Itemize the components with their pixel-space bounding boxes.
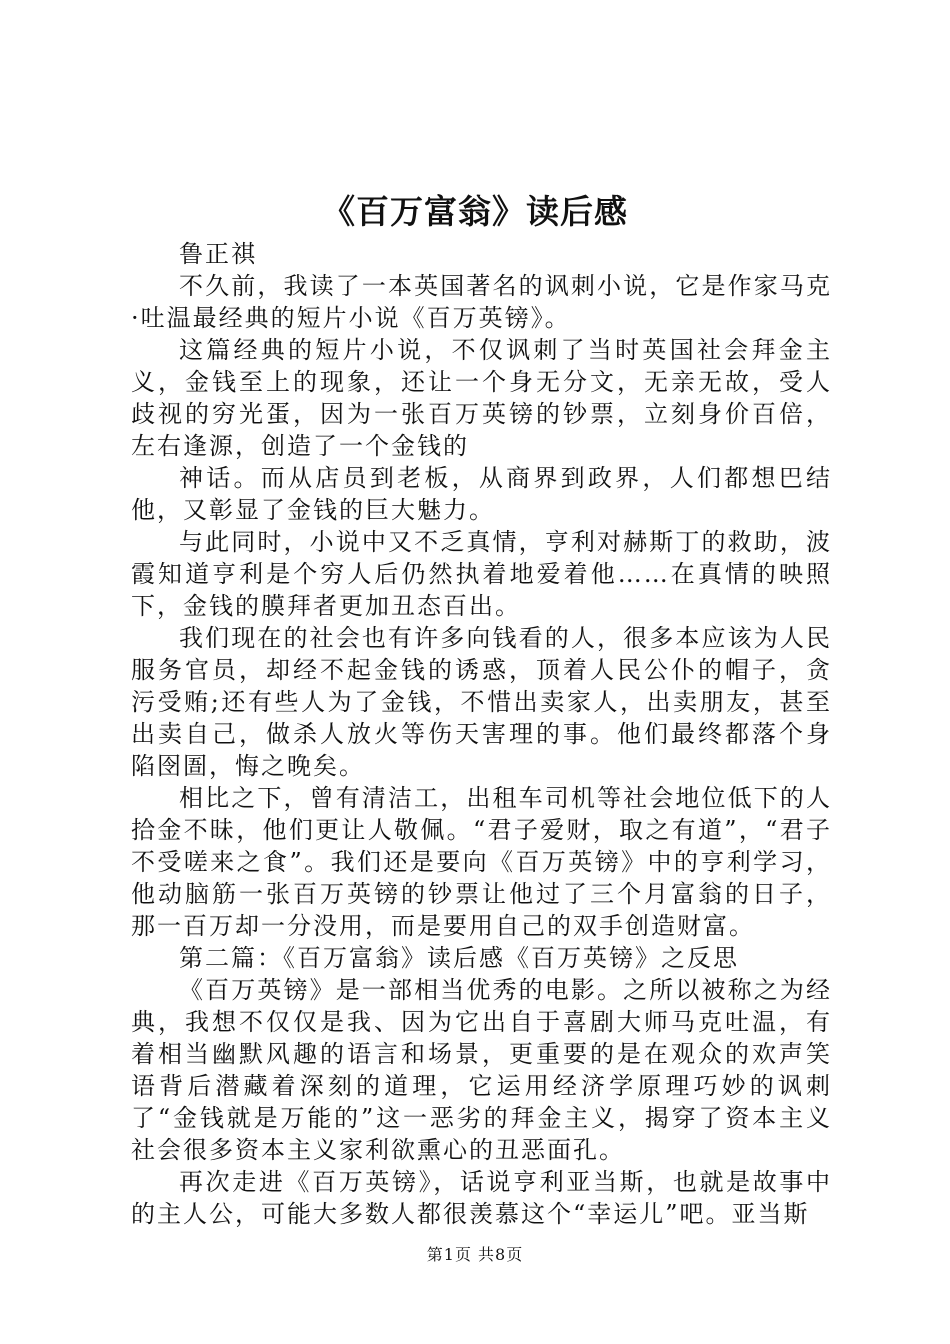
paragraph: 神话。而从店员到老板，从商界到政界，人们都想巴结他，又彰显了金钱的巨大魅力。 — [131, 464, 832, 524]
paragraph: 再次走进《百万英镑》，话说亨利亚当斯，也就是故事中的主人公，可能大多数人都很羡慕这个“幸运儿”吧。亚当斯 — [131, 1168, 832, 1228]
page-number: 第1页 共8页 — [426, 1245, 524, 1264]
paragraph: 这篇经典的短片小说，不仅讽刺了当时英国社会拜金主义，金钱至上的现象，还让一个身无分文，无亲无故，受人歧视的穷光蛋，因为一张百万英镑的钞票，立刻身价百倍，左右逢源，创造了一个金钱的 — [131, 336, 832, 460]
paragraph: 《百万英镑》是一部相当优秀的电影。之所以被称之为经典，我想不仅仅是我、因为它出自于喜剧大师马克吐温，有着相当幽默风趣的语言和场景，更重要的是在观众的欢声笑语背后潜藏着深刻的道理，它运用经济学原理巧妙的讽刺了“金钱就是万能的”这一恶劣的拜金主义，揭穿了资本主义社会很多资本主义家利欲熏心的丑恶面孔。 — [131, 976, 832, 1164]
paragraph: 不久前，我读了一本英国著名的讽刺小说，它是作家马克·吐温最经典的短片小说《百万英镑》。 — [131, 272, 832, 332]
paragraph: 我们现在的社会也有许多向钱看的人，很多本应该为人民服务官员，却经不起金钱的诱惑，顶着人民公仆的帽子，贪污受贿;还有些人为了金钱，不惜出卖家人，出卖朋友，甚至出卖自己，做杀人放火等伤天害理的事。他们最终都落个身陷囹圄，悔之晚矣。 — [131, 624, 832, 780]
document-body — [131, 238, 832, 1230]
document-title: 《百万富翁》读后感 — [322, 192, 628, 231]
paragraph: 与此同时，小说中又不乏真情，亨利对赫斯丁的救助，波霞知道亨利是个穷人后仍然执着地爱着他……在真情的映照下，金钱的膜拜者更加丑态百出。 — [131, 528, 832, 620]
paragraph: 相比之下，曾有清洁工，出租车司机等社会地位低下的人拾金不昧，他们更让人敬佩。“君子爱财，取之有道”，“君子不受嗟来之食”。我们还是要向《百万英镑》中的亨利学习，他动脑筋一张百万英镑的钞票让他过了三个月富翁的日子，那一百万却一分没用，而是要用自己的双手创造财富。 — [131, 784, 832, 940]
author-line: 鲁正祺 — [179, 240, 257, 268]
section-heading: 第二篇：《百万富翁》读后感《百万英镑》之反思 — [179, 944, 739, 972]
